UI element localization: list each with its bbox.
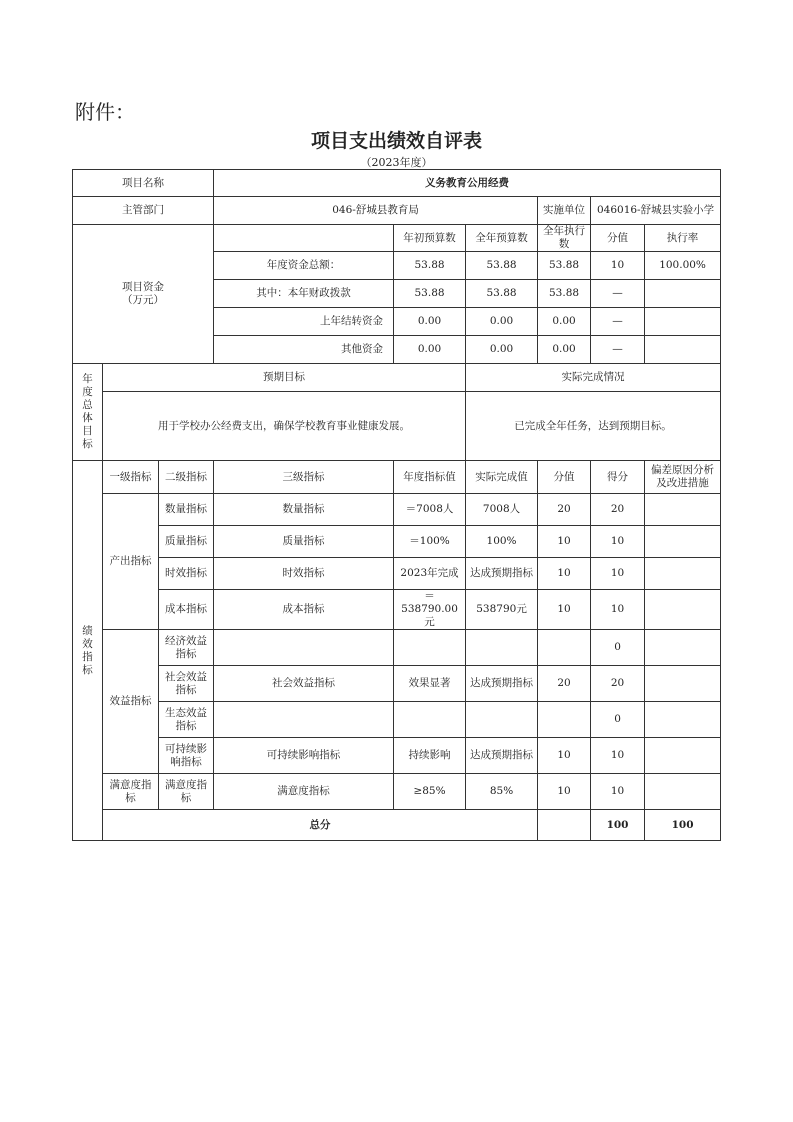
total-value bbox=[538, 810, 591, 841]
total-row bbox=[73, 810, 721, 841]
perf-actual: 达成预期指标 bbox=[466, 558, 538, 590]
perf-l3 bbox=[214, 702, 394, 738]
perf-target: ＝100% bbox=[394, 526, 466, 558]
funds-row-label: 其他资金 bbox=[214, 336, 394, 364]
funds-cell: 53.88 bbox=[538, 280, 591, 308]
attachment-label: 附件： bbox=[75, 100, 135, 124]
perf-score: 10 bbox=[538, 558, 591, 590]
funds-cell: — bbox=[591, 308, 645, 336]
perf-actual: 100% bbox=[466, 526, 538, 558]
goal-content-row bbox=[73, 392, 721, 461]
perf-row-3 bbox=[73, 590, 721, 630]
funds-label bbox=[73, 225, 214, 364]
project-name-value: 义务教育公用经费 bbox=[214, 170, 721, 197]
perf-group-satisfaction: 满意度指 标 bbox=[103, 774, 159, 810]
form-year: （2023年度） bbox=[360, 156, 433, 169]
funds-row-label: 年度资金总额： bbox=[214, 252, 394, 280]
funds-header-1: 全年预算数 bbox=[466, 225, 538, 252]
funds-cell: 53.88 bbox=[466, 252, 538, 280]
perf-target: ＝7008人 bbox=[394, 494, 466, 526]
perf-group-output: 产出指标 bbox=[103, 494, 159, 630]
perf-l2: 经济效益 指标 bbox=[159, 630, 214, 666]
perf-reason bbox=[645, 630, 721, 666]
funds-cell bbox=[645, 308, 721, 336]
total-score: 100 bbox=[591, 810, 645, 841]
perf-got: 10 bbox=[591, 738, 645, 774]
perf-actual: 7008人 bbox=[466, 494, 538, 526]
funds-cell: 53.88 bbox=[538, 252, 591, 280]
funds-cell: 10 bbox=[591, 252, 645, 280]
perf-actual bbox=[466, 630, 538, 666]
perf-reason bbox=[645, 774, 721, 810]
goal-label: 年 度 总 体 目 标 bbox=[73, 364, 103, 461]
perf-l2: 质量指标 bbox=[159, 526, 214, 558]
perf-got: 0 bbox=[591, 630, 645, 666]
perf-l3 bbox=[214, 630, 394, 666]
perf-header-2: 三级指标 bbox=[214, 461, 394, 494]
perf-score: 20 bbox=[538, 666, 591, 702]
perf-row-0 bbox=[73, 494, 721, 526]
perf-got: 10 bbox=[591, 774, 645, 810]
goal-actual-header: 实际完成情况 bbox=[466, 364, 721, 392]
self-evaluation-table bbox=[72, 169, 721, 841]
funds-label-text: 项目资金 （万元） bbox=[122, 281, 165, 306]
funds-cell bbox=[645, 336, 721, 364]
perf-l3: 时效指标 bbox=[214, 558, 394, 590]
funds-cell: 0.00 bbox=[466, 336, 538, 364]
perf-l3: 数量指标 bbox=[214, 494, 394, 526]
unit-label: 实施单位 bbox=[538, 197, 591, 225]
perf-header-5: 分值 bbox=[538, 461, 591, 494]
perf-l3: 成本指标 bbox=[214, 590, 394, 630]
perf-reason bbox=[645, 494, 721, 526]
perf-l3: 可持续影响指标 bbox=[214, 738, 394, 774]
perf-header-row bbox=[73, 461, 721, 494]
total-got: 100 bbox=[645, 810, 721, 841]
perf-l3: 满意度指标 bbox=[214, 774, 394, 810]
funds-cell: 0.00 bbox=[394, 308, 466, 336]
dept-label: 主管部门 bbox=[73, 197, 214, 225]
funds-cell: — bbox=[591, 336, 645, 364]
perf-target: 持续影响 bbox=[394, 738, 466, 774]
perf-header-0: 一级指标 bbox=[103, 461, 159, 494]
funds-cell: 53.88 bbox=[394, 252, 466, 280]
perf-l2: 生态效益 指标 bbox=[159, 702, 214, 738]
funds-header-2: 全年执行数 bbox=[538, 225, 591, 252]
perf-header-6: 得分 bbox=[591, 461, 645, 494]
project-name-row bbox=[73, 170, 721, 197]
perf-target: 效果显著 bbox=[394, 666, 466, 702]
perf-l3: 社会效益指标 bbox=[214, 666, 394, 702]
perf-reason bbox=[645, 702, 721, 738]
perf-reason bbox=[645, 526, 721, 558]
perf-header-1: 二级指标 bbox=[159, 461, 214, 494]
perf-target: 2023年完成 bbox=[394, 558, 466, 590]
funds-cell: 0.00 bbox=[394, 336, 466, 364]
dept-value: 046-舒城县教育局 bbox=[214, 197, 538, 225]
perf-score: 10 bbox=[538, 526, 591, 558]
perf-group-benefit: 效益指标 bbox=[103, 630, 159, 774]
perf-score: 10 bbox=[538, 774, 591, 810]
perf-got: 10 bbox=[591, 590, 645, 630]
perf-actual: 达成预期指标 bbox=[466, 666, 538, 702]
funds-cell: 0.00 bbox=[538, 308, 591, 336]
funds-rate: 100.00% bbox=[659, 259, 706, 271]
unit-value: 046016-舒城县实验小学 bbox=[591, 197, 721, 225]
perf-row-7 bbox=[73, 738, 721, 774]
perf-l2: 满意度指 标 bbox=[159, 774, 214, 810]
perf-got: 0 bbox=[591, 702, 645, 738]
funds-header-0: 年初预算数 bbox=[394, 225, 466, 252]
funds-cell: 0.00 bbox=[538, 336, 591, 364]
perf-l2: 社会效益 指标 bbox=[159, 666, 214, 702]
perf-score bbox=[538, 702, 591, 738]
perf-reason bbox=[645, 666, 721, 702]
perf-target bbox=[394, 630, 466, 666]
perf-score: 10 bbox=[538, 738, 591, 774]
dept-row bbox=[73, 197, 721, 225]
funds-header-3: 分值 bbox=[591, 225, 645, 252]
perf-reason bbox=[645, 738, 721, 774]
perf-row-1 bbox=[73, 526, 721, 558]
goal-expected-header: 预期目标 bbox=[103, 364, 466, 392]
funds-cell: 0.00 bbox=[466, 308, 538, 336]
funds-cell bbox=[645, 280, 721, 308]
perf-actual: 538790元 bbox=[466, 590, 538, 630]
perf-l3: 质量指标 bbox=[214, 526, 394, 558]
perf-l2: 可持续影 响指标 bbox=[159, 738, 214, 774]
funds-cell bbox=[645, 252, 721, 280]
perf-got: 10 bbox=[591, 558, 645, 590]
total-label: 总分 bbox=[103, 810, 538, 841]
goal-expected-text: 用于学校办公经费支出，确保学校教育事业健康发展。 bbox=[103, 392, 466, 461]
funds-cell: — bbox=[591, 280, 645, 308]
form-title: 项目支出绩效自评表 bbox=[310, 130, 482, 152]
project-name-label: 项目名称 bbox=[73, 170, 214, 197]
perf-row-5 bbox=[73, 666, 721, 702]
perf-row-6 bbox=[73, 702, 721, 738]
perf-score: 10 bbox=[538, 590, 591, 630]
goal-actual-text: 已完成全年任务，达到预期目标。 bbox=[466, 392, 721, 461]
perf-l2: 成本指标 bbox=[159, 590, 214, 630]
goal-header-row bbox=[73, 364, 721, 392]
perf-header-3: 年度指标值 bbox=[394, 461, 466, 494]
perf-header-7: 偏差原因分析 及改进措施 bbox=[645, 461, 721, 494]
perf-actual bbox=[466, 702, 538, 738]
perf-header-4: 实际完成值 bbox=[466, 461, 538, 494]
perf-l2: 时效指标 bbox=[159, 558, 214, 590]
perf-label: 绩 效 指 标 bbox=[73, 461, 103, 841]
perf-got: 20 bbox=[591, 666, 645, 702]
perf-reason bbox=[645, 558, 721, 590]
perf-got: 10 bbox=[591, 526, 645, 558]
funds-row-label: 其中：本年财政拨款 bbox=[214, 280, 394, 308]
perf-got: 20 bbox=[591, 494, 645, 526]
perf-actual: 达成预期指标 bbox=[466, 738, 538, 774]
funds-row-label: 上年结转资金 bbox=[214, 308, 394, 336]
perf-target: ≥85% bbox=[394, 774, 466, 810]
perf-l2: 数量指标 bbox=[159, 494, 214, 526]
perf-row-8 bbox=[73, 774, 721, 810]
perf-row-2 bbox=[73, 558, 721, 590]
perf-score: 20 bbox=[538, 494, 591, 526]
funds-header-blank bbox=[214, 225, 394, 252]
funds-header-row bbox=[73, 225, 721, 252]
funds-header-4: 执行率 bbox=[645, 225, 721, 252]
perf-row-4 bbox=[73, 630, 721, 666]
perf-target: ＝538790.00 元 bbox=[394, 590, 466, 630]
funds-cell: 53.88 bbox=[466, 280, 538, 308]
perf-reason bbox=[645, 590, 721, 630]
perf-target bbox=[394, 702, 466, 738]
perf-actual: 85% bbox=[466, 774, 538, 810]
funds-cell: 53.88 bbox=[394, 280, 466, 308]
perf-score bbox=[538, 630, 591, 666]
